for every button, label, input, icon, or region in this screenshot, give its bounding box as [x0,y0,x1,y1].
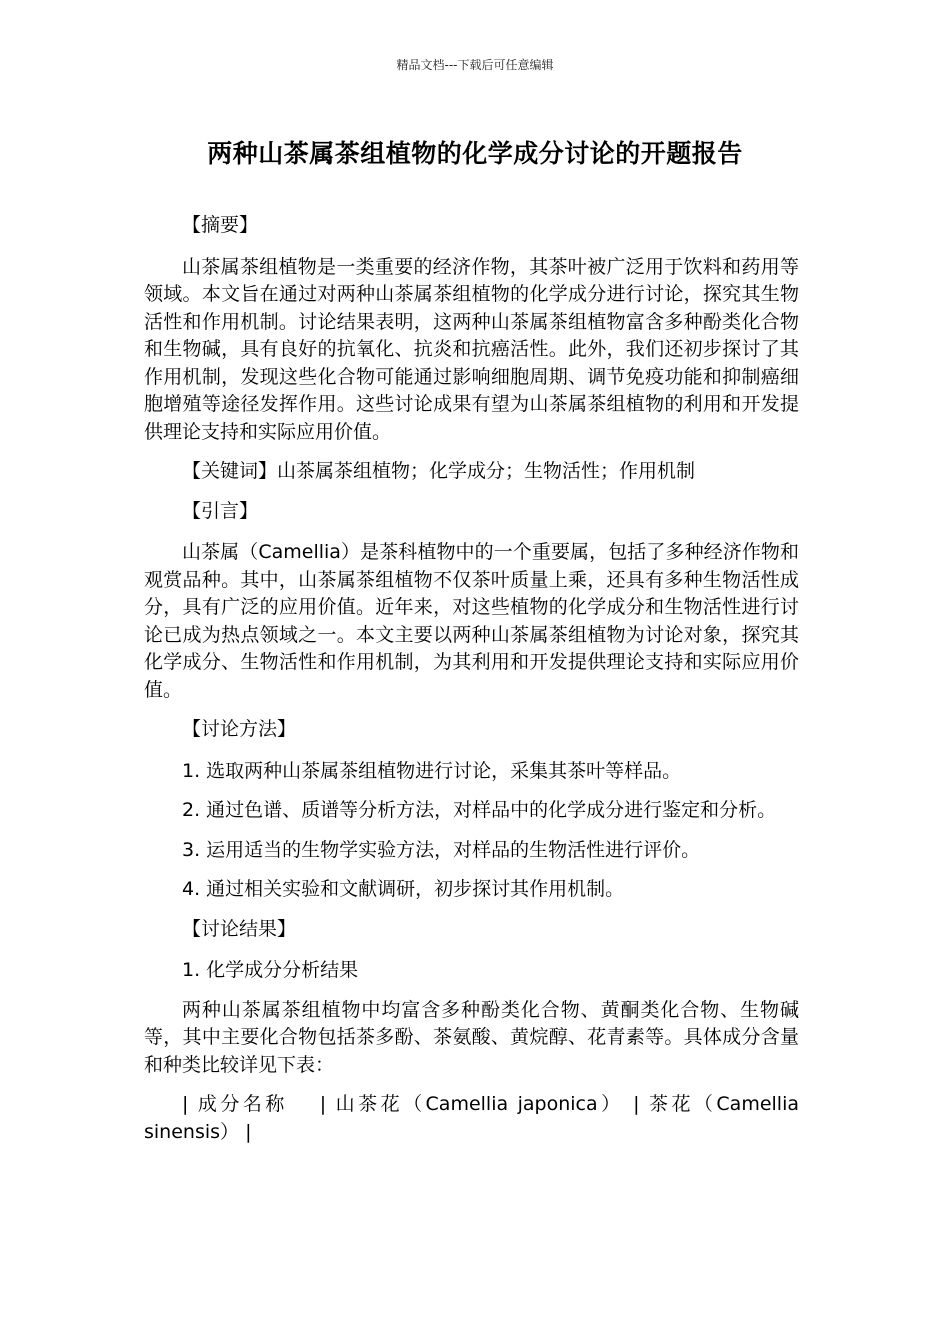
result-paragraph: 两种山茶属茶组植物中均富含多种酚类化合物、黄酮类化合物、生物碱等，其中主要化合物包括茶多酚、茶氨酸、黄烷醇、花青素等。具体成分含量和种类比较详见下表： [144,998,799,1076]
method-item: 4. 通过相关实验和文献调研，初步探讨其作用机制。 [182,878,625,900]
table-header-row: | 成分名称 | 山茶花（Camellia japonica） | 茶花（Camellia sinensis） | [144,1093,799,1143]
abstract-heading: 【摘要】 [182,214,259,236]
methods-heading: 【讨论方法】 [182,718,297,740]
intro-heading: 【引言】 [182,499,259,522]
method-item: 2. 通过色谱、质谱等分析方法，对样品中的化学成分进行鉴定和分析。 [182,799,777,821]
method-item: 3. 运用适当的生物学实验方法，对样品的生物活性进行评价。 [182,838,701,861]
method-item: 1. 选取两种山茶属茶组植物进行讨论，采集其茶叶等样品。 [182,759,682,782]
results-heading: 【讨论结果】 [182,917,297,940]
document-title: 两种山茶属茶组植物的化学成分讨论的开题报告 [207,139,743,168]
intro-paragraph: 山茶属（Camellia）是茶科植物中的一个重要属，包括了多种经济作物和观赏品种。其中，山茶属茶组植物不仅茶叶质量上乘，还具有多种生物活性成分，具有广泛的应用价值。近年来，对这些植物的化学成分和生物活性进行讨论已成为热点领域之一。本文主要以两种山茶属茶组植物为讨论对象，探究其化学成分、生物活性和作用机制，为其利用和开发提供理论支持和实际应用价值。 [144,541,799,701]
keywords-line: 【关键词】山茶属茶组植物；化学成分；生物活性；作用机制 [182,460,696,482]
result-subheading: 1. 化学成分分析结果 [182,959,359,981]
document-body [144,212,799,1158]
header-note: 精品文档---下载后可任意编辑 [396,58,554,72]
abstract-paragraph: 山茶属茶组植物是一类重要的经济作物，其茶叶被广泛用于饮料和药用等领域。本文旨在通过对两种山茶属茶组植物的化学成分进行讨论，探究其生物活性和作用机制。讨论结果表明，这两种山茶属茶组植物富含多种酚类化合物和生物碱，具有良好的抗氧化、抗炎和抗癌活性。此外，我们还初步探讨了其作用机制，发现这些化合物可能通过影响细胞周期、调节免疫功能和抑制癌细胞增殖等途径发挥作用。这些讨论成果有望为山茶属茶组植物的利用和开发提供理论支持和实际应用价值。 [144,255,799,443]
